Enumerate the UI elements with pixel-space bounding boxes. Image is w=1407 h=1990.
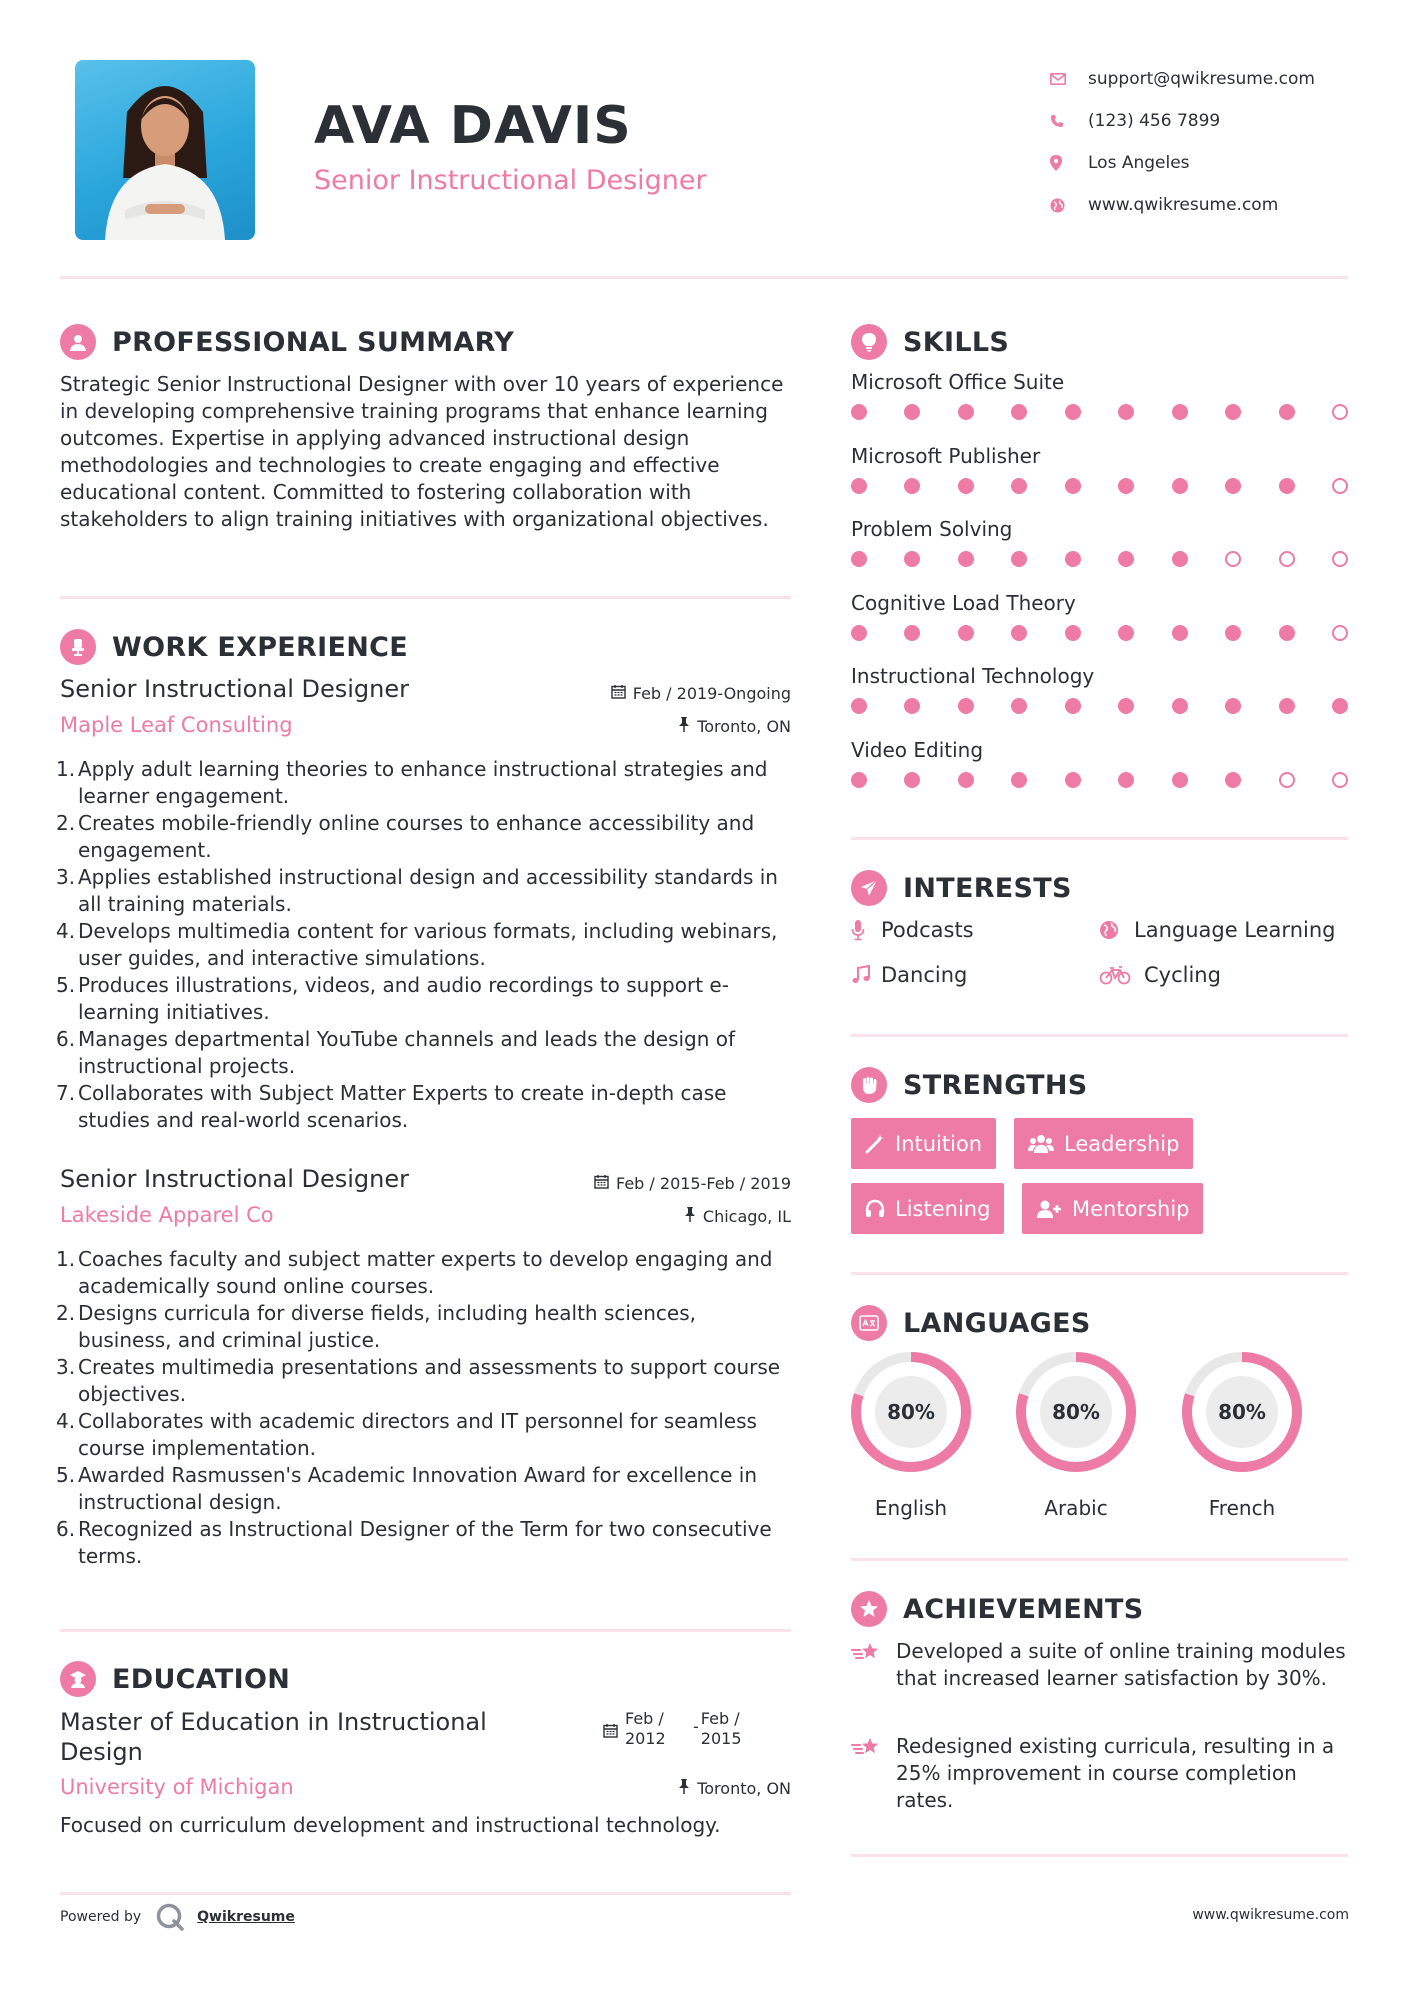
strengths-heading (851, 1067, 1088, 1103)
achievements-heading (851, 1591, 1144, 1627)
rating-dot-filled (1225, 698, 1241, 714)
progress-ring (1180, 1350, 1304, 1474)
rating-dot-filled (1172, 478, 1188, 494)
qwikresume-logo-icon (155, 1902, 185, 1932)
fist-icon (851, 1067, 887, 1103)
rating-dot-filled (1118, 625, 1134, 641)
education-heading (60, 1661, 290, 1697)
education-description: Focused on curriculum development and instructional technology. (60, 1813, 721, 1837)
rating-dot-filled (1172, 551, 1188, 567)
language-french (1180, 1350, 1304, 1520)
progress-ring (1014, 1350, 1138, 1474)
map-pin-icon (1050, 155, 1088, 171)
achievement-text: Developed a suite of online training modules that increased learner satisfaction by 30%. (896, 1639, 1346, 1690)
rating-dot-filled (1065, 478, 1081, 494)
user-icon (60, 324, 96, 360)
summary-text: Strategic Senior Instructional Designer with over 10 years of experience in developing comprehensive training programs that enhance learning outcomes. Expertise in applying advanced instructional design methodologies and technologies to create engaging and effective educational content. Committed to fostering collaboration with stakeholders to align training initiatives with organizational objectives. (60, 372, 784, 531)
experience-heading-text: WORK EXPERIENCE (112, 631, 408, 663)
skill-rating (851, 551, 1348, 567)
strength-label: Leadership (1064, 1131, 1180, 1156)
skill-name: Cognitive Load Theory (851, 590, 1076, 615)
experience-heading (60, 629, 408, 665)
list-item: Designs curricula for diverse fields, including health sciences, business, and criminal justice. (78, 1301, 696, 1352)
education-school: University of Michigan (60, 1775, 294, 1799)
rating-dot-empty (1332, 478, 1348, 494)
contact-location (1050, 142, 1390, 184)
rating-dot-filled (958, 625, 974, 641)
rating-dot-empty (1332, 772, 1348, 788)
interest-label: Language Learning (1134, 918, 1336, 942)
rating-dot-filled (904, 478, 920, 494)
phone-icon (1050, 114, 1088, 128)
job-2-company: Lakeside Apparel Co (60, 1203, 274, 1227)
list-item: Produces illustrations, videos, and audio recordings to support e-learning initiatives. (78, 973, 729, 1024)
rating-dot-filled (1279, 625, 1295, 641)
strength-label: Intuition (895, 1131, 983, 1156)
rating-dot-filled (904, 772, 920, 788)
footer-powered-by (60, 1902, 295, 1932)
skill-row (851, 517, 1351, 567)
strength-listening (851, 1183, 1004, 1234)
pushpin-icon (678, 1779, 690, 1798)
language-name: English (874, 1496, 948, 1520)
list-item: Recognized as Instructional Designer of the Term for two consecutive terms. (78, 1517, 772, 1568)
rating-dot-filled (1172, 698, 1188, 714)
list-item: Awarded Rasmussen's Academic Innovation Award for excellence in instructional design. (78, 1463, 758, 1514)
rating-dot-filled (1172, 404, 1188, 420)
pushpin-icon (684, 1207, 696, 1226)
lightbulb-icon (851, 324, 887, 360)
rating-dot-filled (851, 551, 867, 567)
person-illustration (75, 60, 255, 240)
job-1-location-text: Toronto, ON (697, 717, 791, 736)
contact-email-text[interactable]: support@qwikresume.com (1088, 69, 1315, 89)
rating-dot-filled (1172, 625, 1188, 641)
job-1-duties (60, 756, 795, 1134)
interest-label: Podcasts (881, 918, 974, 942)
language-english (849, 1350, 973, 1520)
language-arabic (1014, 1350, 1138, 1520)
rating-dot-filled (1118, 551, 1134, 567)
contact-email[interactable] (1050, 58, 1390, 100)
rating-dot-filled (1011, 625, 1027, 641)
list-item: Develops multimedia content for various formats, including webinars, user guides, and interactive simulations. (78, 919, 778, 970)
rating-dot-filled (1118, 698, 1134, 714)
rating-dot-filled (958, 698, 974, 714)
strengths-divider (851, 1272, 1348, 1275)
rating-dot-filled (1011, 698, 1027, 714)
education-location-text: Toronto, ON (697, 1779, 791, 1798)
rating-dot-filled (851, 404, 867, 420)
rating-dot-filled (1225, 625, 1241, 641)
achievement-text: Redesigned existing curricula, resulting in a 25% improvement in course completion rates. (896, 1734, 1335, 1812)
skill-name: Problem Solving (851, 517, 1013, 541)
job-1-location (678, 717, 791, 736)
education-date-start: Feb / 2012 (625, 1709, 666, 1748)
languages-heading-text: LANGUAGES (903, 1307, 1091, 1339)
interest-language-learning (1099, 918, 1335, 942)
rating-dot-filled (958, 772, 974, 788)
rating-dot-empty (1332, 404, 1348, 420)
interests-heading (851, 870, 1072, 906)
interest-dancing (851, 963, 967, 987)
rating-dot-filled (904, 551, 920, 567)
rating-dot-empty (1332, 625, 1348, 641)
rating-dot-filled (1225, 772, 1241, 788)
rating-dot-filled (1118, 478, 1134, 494)
skill-row (851, 738, 1351, 788)
rating-dot-filled (851, 478, 867, 494)
rating-dot-filled (851, 772, 867, 788)
rating-dot-empty (1332, 551, 1348, 567)
graduate-icon (60, 1661, 96, 1697)
job-2-location (684, 1207, 791, 1226)
skills-heading-text: SKILLS (903, 326, 1010, 358)
job-2-dates-text: Feb / 2015-Feb / 2019 (616, 1174, 791, 1193)
rating-dot-filled (1225, 404, 1241, 420)
add-user-icon (1036, 1199, 1062, 1219)
list-item: Coaches faculty and subject matter experts to develop engaging and academically sound online courses. (78, 1247, 773, 1298)
languages-divider (851, 1558, 1348, 1561)
rating-dot-filled (904, 625, 920, 641)
calendar-icon (594, 1174, 609, 1193)
candidate-title: Senior Instructional Designer (314, 165, 707, 196)
achievements-heading-text: ACHIEVEMENTS (903, 1593, 1144, 1625)
skill-rating (851, 404, 1348, 420)
bicycle-icon (1099, 965, 1142, 985)
rating-dot-filled (1332, 698, 1348, 714)
rating-dot-filled (1011, 772, 1027, 788)
job-1-dates-text: Feb / 2019-Ongoing (632, 684, 791, 703)
rating-dot-filled (1065, 625, 1081, 641)
interest-podcasts (851, 918, 974, 942)
microphone-icon (851, 919, 879, 941)
calendar-icon (603, 1723, 618, 1743)
paper-plane-icon (851, 870, 887, 906)
rating-dot-empty (1279, 551, 1295, 567)
rating-dot-filled (1118, 404, 1134, 420)
calendar-icon (611, 684, 626, 703)
rating-dot-filled (1011, 478, 1027, 494)
rating-dot-filled (1011, 551, 1027, 567)
globe-icon (1099, 920, 1132, 940)
skill-rating (851, 478, 1348, 494)
brand-link[interactable]: Qwikresume (197, 1909, 295, 1925)
job-2-title: Senior Instructional Designer (60, 1165, 410, 1193)
ring-percent-label: 80% (1052, 1400, 1100, 1424)
list-item: Collaborates with Subject Matter Experts to create in-depth case studies and real-world scenarios. (78, 1081, 727, 1132)
education-degree: Master of Education in Instructional Design (60, 1708, 487, 1766)
strength-mentorship (1022, 1183, 1203, 1234)
date-separator: - (693, 1717, 699, 1736)
footer-divider-left (60, 1892, 791, 1895)
music-note-icon (851, 965, 879, 985)
headphones-icon (865, 1199, 885, 1219)
skill-rating (851, 625, 1348, 641)
skill-row (851, 370, 1351, 420)
education-date-end: Feb / 2015 (700, 1709, 742, 1748)
briefcase-chair-icon (60, 629, 96, 665)
rating-dot-filled (1118, 772, 1134, 788)
skill-row (851, 591, 1351, 641)
rating-dot-filled (1011, 404, 1027, 420)
pushpin-icon (678, 717, 690, 736)
interest-label: Cycling (1144, 963, 1221, 987)
language-name: Arabic (1044, 1496, 1108, 1520)
skill-name: Video Editing (851, 737, 984, 762)
skill-rating (851, 772, 1348, 788)
list-item: Collaborates with academic directors and IT personnel for seamless course implementation. (78, 1409, 757, 1460)
strength-label: Mentorship (1072, 1196, 1190, 1221)
header-divider (60, 276, 1348, 279)
skill-name: Microsoft Office Suite (851, 370, 1065, 394)
skill-row (851, 664, 1351, 714)
skill-rating (851, 698, 1348, 714)
list-item: Apply adult learning theories to enhance instructional strategies and learner engagement. (78, 757, 768, 808)
list-item: Applies established instructional design and accessibility standards in all training materials. (78, 865, 778, 916)
rating-dot-filled (904, 698, 920, 714)
ring-percent-label: 80% (1218, 1400, 1266, 1424)
experience-divider (60, 1629, 791, 1632)
interests-divider (851, 1034, 1348, 1037)
contact-phone-text[interactable]: (123) 456 7899 (1088, 111, 1221, 131)
skills-heading (851, 324, 1009, 360)
rating-dot-filled (904, 404, 920, 420)
rating-dot-filled (1065, 404, 1081, 420)
strength-leadership (1014, 1118, 1193, 1169)
job-1-company: Maple Leaf Consulting (60, 713, 293, 737)
magic-wand-icon (865, 1134, 885, 1154)
contact-phone[interactable] (1050, 100, 1390, 142)
rating-dot-filled (1225, 478, 1241, 494)
group-icon (1028, 1134, 1054, 1154)
interests-heading-text: INTERESTS (903, 872, 1072, 904)
education-location (678, 1779, 791, 1798)
summary-divider (60, 596, 791, 599)
summary-heading-text: PROFESSIONAL SUMMARY (112, 326, 515, 358)
achievement-item (851, 1733, 1351, 1814)
list-item: Creates multimedia presentations and assessments to support course objectives. (78, 1355, 781, 1406)
strength-label: Listening (895, 1196, 991, 1221)
language-name: French (1208, 1496, 1276, 1520)
rating-dot-filled (1279, 478, 1295, 494)
languages-heading (851, 1305, 1091, 1341)
footer-website[interactable]: www.qwikresume.com (1192, 1907, 1349, 1923)
contact-block (1050, 58, 1390, 226)
interest-cycling (1099, 963, 1221, 987)
summary-heading (60, 324, 514, 360)
education-heading-text: EDUCATION (112, 1663, 291, 1695)
powered-by-text: Powered by (60, 1909, 142, 1925)
contact-location-text: Los Angeles (1088, 153, 1190, 173)
language-card-icon (851, 1305, 887, 1341)
candidate-name: AVA DAVIS (314, 96, 632, 156)
star-badge-icon (851, 1591, 887, 1627)
skills-divider (851, 837, 1348, 840)
skill-row (851, 444, 1351, 494)
skill-name: Instructional Technology (851, 664, 1095, 688)
list-item: Creates mobile-friendly online courses to enhance accessibility and engagement. (78, 811, 755, 862)
contact-website-text[interactable]: www.qwikresume.com (1088, 195, 1279, 215)
interest-label: Dancing (881, 963, 968, 987)
rating-dot-filled (1279, 698, 1295, 714)
ring-percent-label: 80% (887, 1400, 935, 1424)
contact-website[interactable] (1050, 184, 1390, 226)
rating-dot-filled (1065, 551, 1081, 567)
rating-dot-empty (1225, 551, 1241, 567)
job-2-dates (594, 1174, 791, 1193)
education-dates (603, 1709, 747, 1749)
shooting-star-icon (851, 1638, 896, 1692)
skill-name: Microsoft Publisher (851, 443, 1041, 468)
rating-dot-filled (1065, 772, 1081, 788)
rating-dot-filled (1279, 404, 1295, 420)
envelope-icon (1050, 73, 1088, 85)
job-2-location-text: Chicago, IL (702, 1207, 791, 1226)
list-item: Manages departmental YouTube channels and leads the design of instructional projects. (78, 1027, 736, 1078)
progress-ring (849, 1350, 973, 1474)
achievement-item (851, 1638, 1351, 1692)
rating-dot-filled (851, 625, 867, 641)
job-1-dates (611, 684, 791, 703)
rating-dot-filled (958, 404, 974, 420)
rating-dot-filled (958, 551, 974, 567)
profile-photo (75, 60, 255, 240)
strength-intuition (851, 1118, 996, 1169)
rating-dot-empty (1279, 772, 1295, 788)
rating-dot-filled (1065, 698, 1081, 714)
globe-icon (1050, 198, 1088, 213)
shooting-star-icon (851, 1733, 896, 1814)
rating-dot-filled (851, 698, 867, 714)
strengths-heading-text: STRENGTHS (903, 1069, 1088, 1101)
footer-divider-right (851, 1854, 1348, 1857)
job-2-duties (60, 1246, 795, 1570)
job-1-title: Senior Instructional Designer (60, 675, 410, 703)
rating-dot-filled (958, 478, 974, 494)
rating-dot-filled (1172, 772, 1188, 788)
